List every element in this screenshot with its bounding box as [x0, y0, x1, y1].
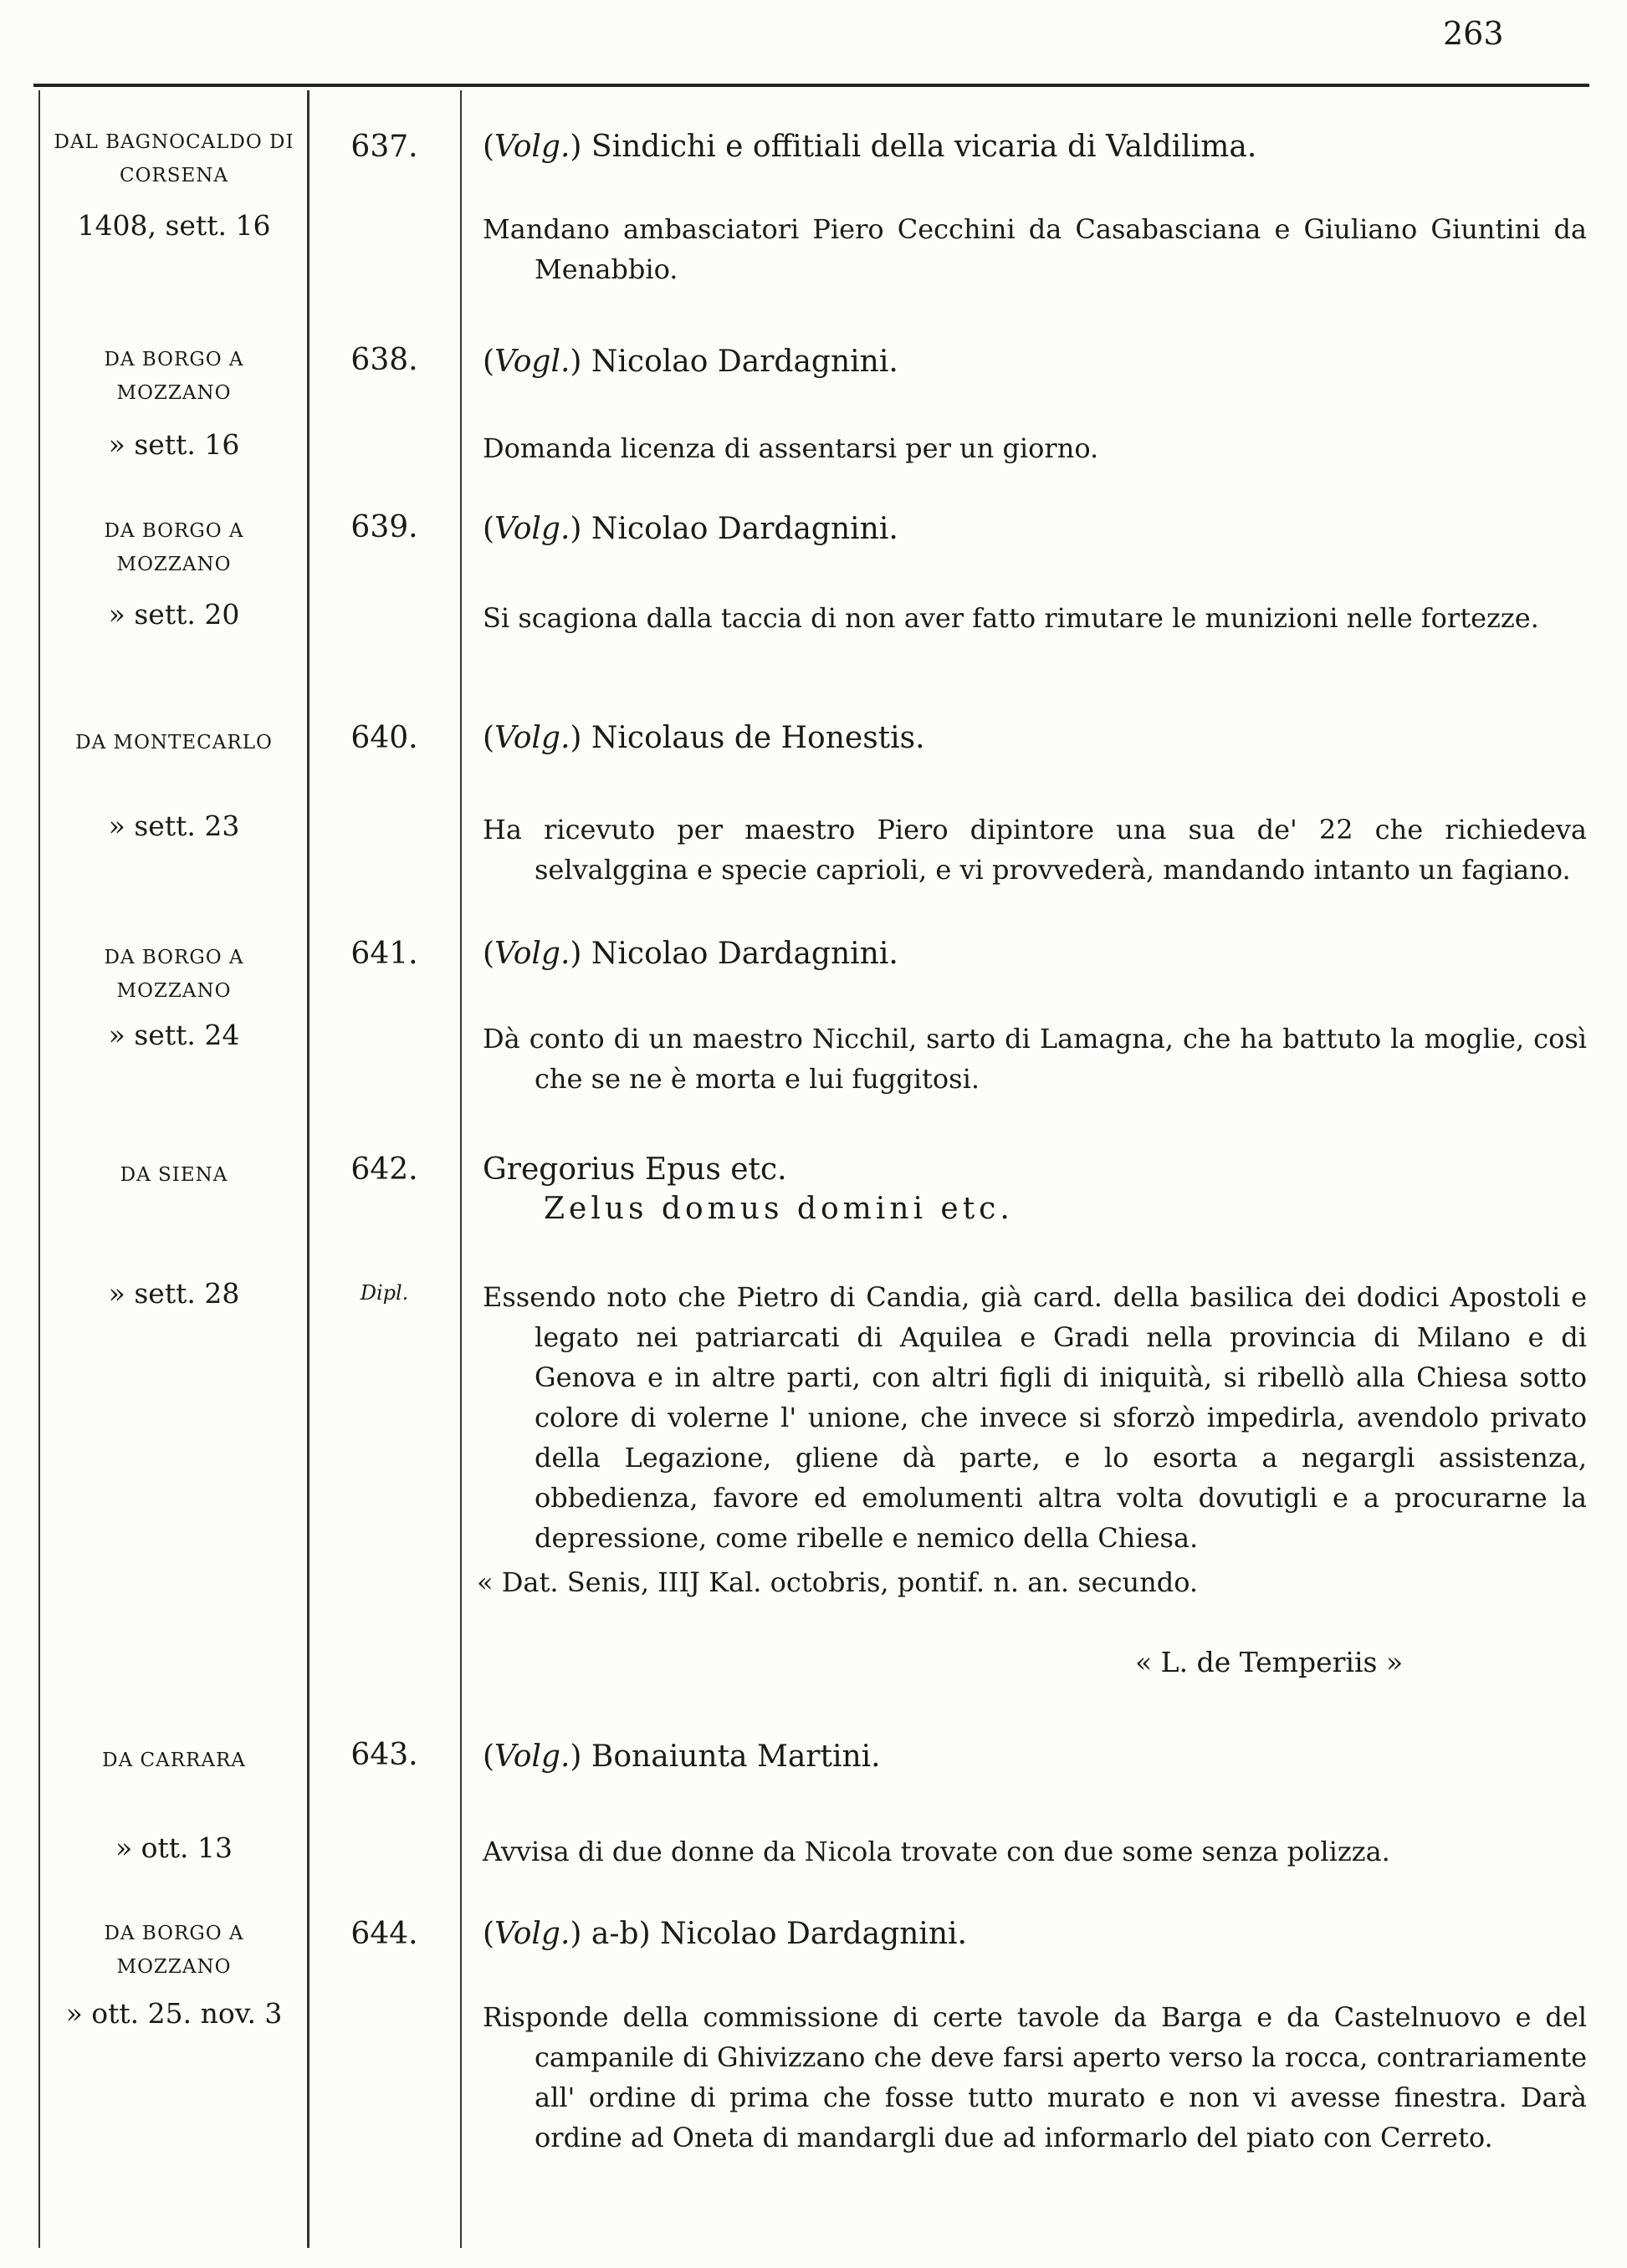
entry-summary: Domanda licenza di assentarsi per un giorno. [483, 432, 1099, 464]
entry-datum: « Dat. Senis, IIIJ Kal. octobris, pontif. n. an. secundo. [477, 1566, 1199, 1598]
page-number: 263 [1443, 15, 1504, 52]
entry-incipit: Zelus domus domini etc. [544, 1192, 1014, 1226]
entry-place: DA BORGO A MOZZANO [104, 947, 244, 1002]
entry-number: 637. [350, 130, 418, 164]
entry-place: DA BORGO A MOZZANO [104, 520, 244, 575]
entry-date: » ott. 13 [115, 1831, 233, 1864]
entry-number: 642. [350, 1152, 418, 1187]
language-tag: Volg. [494, 130, 570, 164]
entry-place: DA SIENA [120, 1164, 228, 1186]
language-tag: Volg. [494, 1917, 570, 1951]
entry-number: 638. [350, 343, 418, 377]
entry-author: Sindichi e offitiali della vicaria di Valdilima. [591, 130, 1257, 164]
entry-author: a-b) Nicolao Dardagnini. [591, 1917, 967, 1951]
entry-number: 641. [350, 937, 418, 971]
entry-place: DA BORGO A MOZZANO [104, 1923, 244, 1978]
entry-place: DA BORGO A MOZZANO [104, 349, 244, 404]
entry-summary: Essendo noto che Pietro di Candia, già card. della basilica dei dodici Apostoli e legato nei patriarcati di Aquilea e Gradi nella provincia di Milano e di Genova e in altre parti, con altri figli di iniquità, si ribellò alla Chiesa sotto colore di volerne l' unione, che invece si sforzò impedirla, avendolo privato della Legazione, gliene dà parte, e lo esorta a negargli assistenza, obbedienza, favore ed emolumenti altra volta dovutigli e a procurarne la depressione, come ribelle e nemico della Chiesa. [483, 1281, 1587, 1554]
entry-author: Bonaiunta Martini. [591, 1739, 881, 1774]
entry-author: Gregorius Epus etc. [483, 1152, 787, 1187]
column-rule-left [38, 90, 40, 2248]
entry-author: Nicolao Dardagnini. [591, 512, 898, 546]
entry-signature: « L. de Temperiis » [1135, 1646, 1404, 1678]
entry-number: 643. [350, 1738, 418, 1772]
entry-date: 1408, sett. 16 [77, 209, 271, 242]
entry-heading: (Volg.) Nicolao Dardagnini. [483, 937, 898, 971]
document-type: Dipl. [360, 1281, 409, 1305]
language-tag: Volg. [494, 512, 570, 546]
entry-number: 644. [350, 1917, 418, 1951]
entry-author: Nicolao Dardagnini. [591, 345, 898, 379]
language-tag: Volg. [494, 937, 570, 971]
language-tag: Volg. [494, 1739, 570, 1774]
entry-heading: (Volg.) a-b) Nicolao Dardagnini. [483, 1917, 967, 1951]
entry-heading: (Volg.) Nicolao Dardagnini. [483, 512, 898, 546]
language-tag: Volg. [494, 721, 570, 755]
column-rule-right [460, 90, 462, 2248]
entry-summary: Avvisa di due donne da Nicola trovate con due some senza polizza. [483, 1836, 1390, 1867]
entry-heading: (Volg.) Sindichi e offitiali della vicaria di Valdilima. [483, 130, 1257, 164]
entry-author: Nicolao Dardagnini. [591, 937, 898, 971]
header-rule [33, 84, 1589, 87]
entry-date: » sett. 28 [108, 1277, 240, 1310]
entry-date: » sett. 23 [108, 810, 240, 842]
entry-summary: Si scagiona dalla taccia di non aver fatto rimutare le munizioni nelle fortezze. [483, 602, 1539, 634]
entry-summary: Dà conto di un maestro Nicchil, sarto di Lamagna, che ha battuto la moglie, così che se ne è morta e lui fuggitosi. [483, 1023, 1587, 1095]
entry-summary: Ha ricevuto per maestro Piero dipintore una sua de' 22 che richiedeva selvalggina e specie caprioli, e vi provvederà, mandando intanto un fagiano. [483, 814, 1587, 886]
entry-heading: (Volg.) Bonaiunta Martini. [483, 1739, 881, 1774]
entry-date: » ott. 25. nov. 3 [65, 1997, 283, 2030]
entry-author: Nicolaus de Honestis. [591, 721, 925, 755]
entry-summary: Mandano ambasciatori Piero Cecchini da Casabasciana e Giuliano Giuntini da Menabbio. [483, 213, 1587, 285]
entry-number: 640. [350, 721, 418, 755]
entry-date: » sett. 16 [108, 428, 240, 461]
entry-place: DA MONTECARLO [75, 732, 273, 753]
entry-date: » sett. 24 [108, 1019, 240, 1051]
column-rule-middle [307, 90, 310, 2248]
entry-summary: Risponde della commissione di certe tavole da Barga e da Castelnuovo e del campanile di Ghivizzano che deve farsi aperto verso la rocca, contrariamente all' ordine di prima che fosse tutto murato e non vi avesse finestra. Darà ordine ad Oneta di mandargli due ad informarlo del piato con Cerreto. [483, 2001, 1587, 2153]
entry-heading: (Vogl.) Nicolao Dardagnini. [483, 345, 898, 379]
entry-heading: (Volg.) Nicolaus de Honestis. [483, 721, 925, 755]
language-tag: Vogl. [494, 345, 570, 379]
entry-number: 639. [350, 510, 418, 544]
entry-place: DA CARRARA [102, 1750, 246, 1771]
entry-place: DAL BAGNOCALDO DI CORSENA [54, 131, 294, 186]
entry-date: » sett. 20 [108, 598, 240, 631]
